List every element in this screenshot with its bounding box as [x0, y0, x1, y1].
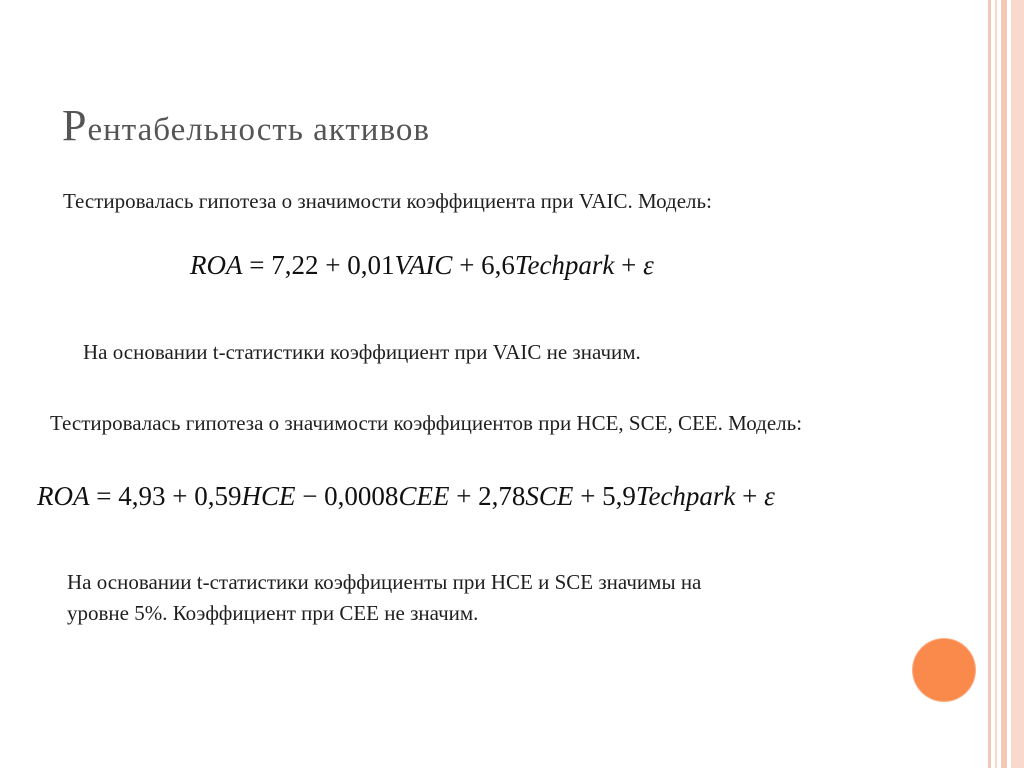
eq2-term: ε — [764, 481, 775, 511]
equation-model-1 — [190, 250, 654, 281]
eq2-term: Techpark — [635, 481, 736, 511]
paragraph-hypothesis-1: Тестировалась гипотеза о значимости коэффициента при VAIC. Модель: — [63, 189, 712, 213]
eq2-term: ROA — [37, 481, 90, 511]
eq1-term: + 6,6 — [452, 250, 515, 280]
paragraph-conclusion-2-line-1: На основании t-статистики коэффициенты при HCE и SCE значимы на — [67, 570, 702, 594]
slide-title-initial: Р — [62, 101, 88, 150]
paragraph-conclusion-2-line-2: уровне 5%. Коэффициент при CEE не значим. — [67, 601, 479, 625]
eq1-term: ε — [643, 250, 654, 280]
paragraph-conclusion-1: На основании t-статистики коэффициент при VAIC не значим. — [83, 340, 641, 364]
eq1-term: + — [614, 250, 644, 280]
decorative-orange-circle — [913, 639, 975, 701]
eq2-term: HCE — [241, 481, 296, 511]
eq2-term: + 2,78 — [449, 481, 526, 511]
decorative-stripe — [995, 0, 997, 768]
eq1-term: ROA — [190, 250, 243, 280]
eq2-term: = 4,93 + 0,59 — [89, 481, 242, 511]
decorative-stripe — [1001, 0, 1007, 768]
eq1-term: VAIC — [394, 250, 453, 280]
slide-title-rest: ентабельность активов — [87, 112, 430, 148]
slide-title — [62, 100, 430, 151]
paragraph-hypothesis-2: Тестировалась гипотеза о значимости коэффициентов при HCE, SCE, CEE. Модель: — [50, 411, 803, 435]
eq2-term: SCE — [525, 481, 574, 511]
eq2-term: + 5,9 — [573, 481, 636, 511]
eq1-term: = 7,22 + 0,01 — [242, 250, 395, 280]
equation-model-2 — [37, 481, 775, 512]
eq2-term: CEE — [398, 481, 450, 511]
eq2-term: − 0,0008 — [295, 481, 399, 511]
eq2-term: + — [735, 481, 765, 511]
eq1-term: Techpark — [514, 250, 615, 280]
decorative-stripe — [988, 0, 991, 768]
decorative-stripe — [1011, 0, 1024, 768]
